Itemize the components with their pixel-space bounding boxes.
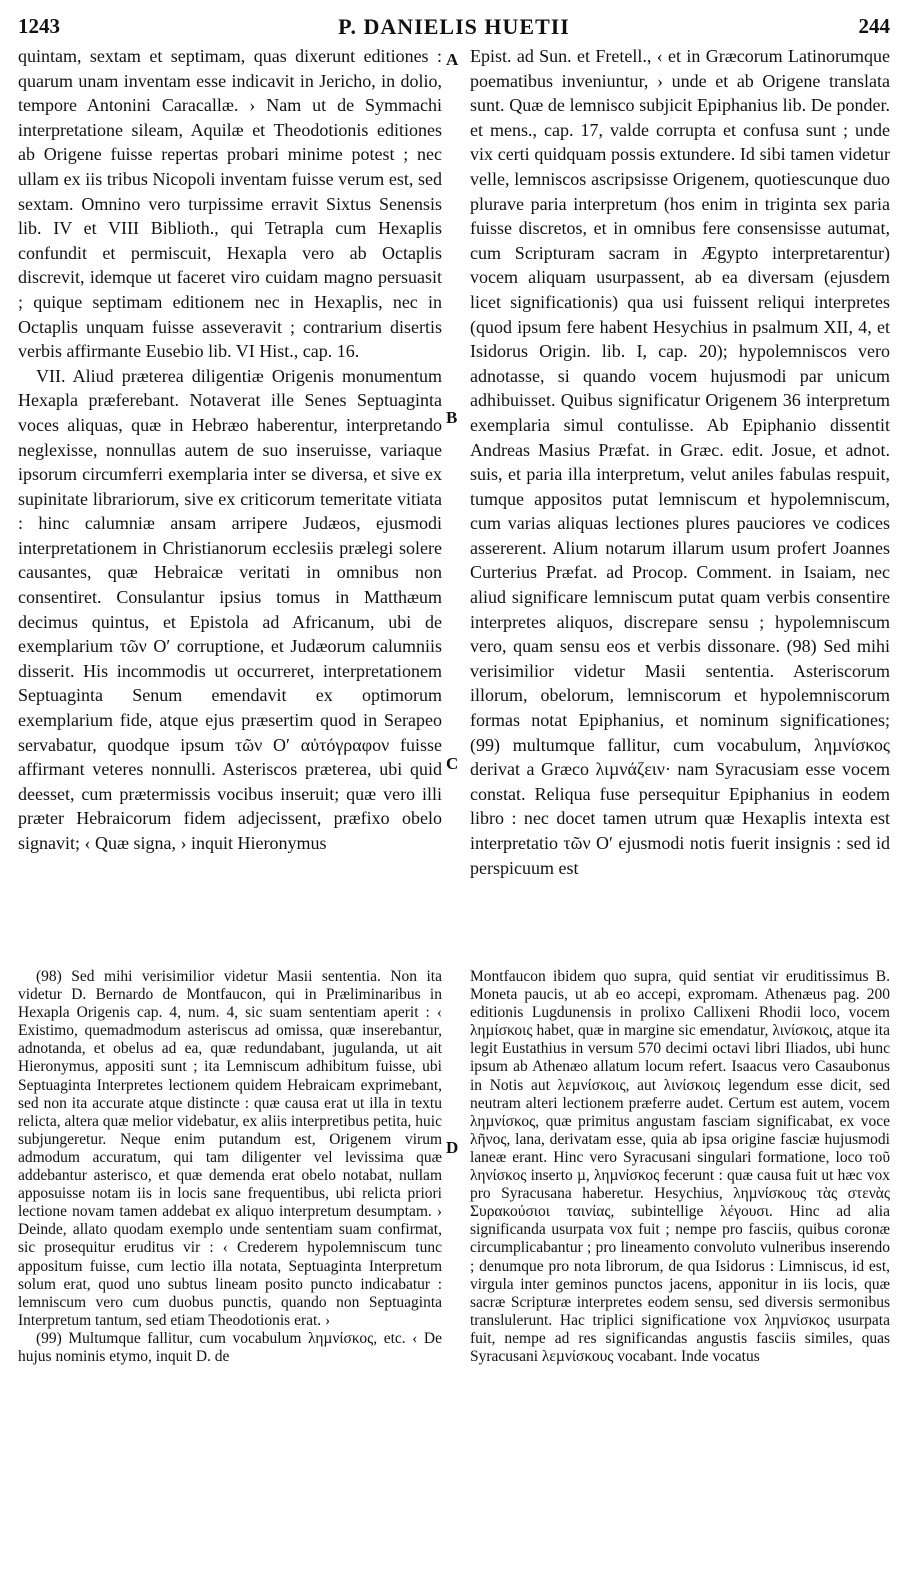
margin-marker-a: A xyxy=(446,50,459,69)
note-99: (99) Multumque fallitur, cum vocabulum ληµνίσκος, etc. ‹ De hujus nominis etymo, inquit D. de xyxy=(18,1329,442,1365)
running-title: P. DANIELIS HUETII xyxy=(338,14,570,39)
right-paragraph-1: Epist. ad Sun. et Fretell., ‹ et in Græcorum Latinorumque poematibus inveniuntur, › unde et ab Origene translata sunt. Quæ de lemnisco subjicit Epiphanius lib. De ponder. et mens., cap. 17, valde corrupta et confusa sunt ; unde vix certi quidquam possis extundere. Id sibi tamen videtur velle, lemniscos ascripsisse Origenem, quotiescunque duo plurave paria interpretum (hos enim in triginta sex paria fuisse discretos, et in omnibus fere consensisse autumat, cum Scripturam sacram in Ægypto interpretarentur) vocem aliquam usurpassent, ab ea diversam (ejusdem licet significationis) qua usi fuissent reliqui interpretes (quod ipsum fere habent Hesychius in psalmum XII, 4, et Isidorus Origin. lib. I, cap. 20); hypolemniscos vero adnotasse, si quando vocem hujusmodi par unicum adhibuisset. Quibus significatur Origenem 36 interpretum exemplaria simul contulisse. Ab Epiphanio dissentit Andreas Masius Præfat. in Græc. edit. Josue, et adnot. suis, et paria illa interpretum, velut aniles fabulas respuit, tumque appositos putat lemniscum et hypolemniscum, cum varias aliquas lectiones plures pauciores ve codices assererent. Alium notarum illarum usum profert Joannes Curterius Præfat. ad Procop. Comment. in Isaiam, nec aliud significare lemniscum putat quam verbis consentire interpretes aliquos, discrepare sensu ; hypolemniscum vero, quam sensu eos et verbis dissonare. (98) Sed mihi verisimilior videtur Masii sententia. Asteriscorum illorum, obelorum, lemniscorum et hypolemniscorum formas notat Epiphanius, et nominum significationes; (99) multumque fallitur, cum vocabulum, ληµνίσκος derivat a Græco λιµνάζειν· nam Syracusiam esse vocem constat. Reliqua fuse persequitur Epiphanius in eodem libro : nec docet tamen utrum quæ Hexaplis intexta est interpretatio τῶν Ο′ ejusmodi notis fuerit insignis : sed id perspicuum est xyxy=(470,46,890,878)
margin-marker-c: C xyxy=(446,754,459,773)
left-column xyxy=(18,44,442,959)
notes-left-column xyxy=(18,968,442,1573)
notes-right-column xyxy=(470,968,890,1573)
note-98: (98) Sed mihi verisimilior videtur Masii sententia. Non ita videtur D. Bernardo de Montfaucon, qui in Præliminaribus in Hexapla Origenis cap. 4, num. 4, sic suam sententiam aperit : ‹ Existimo, quemadmodum asteriscus ad omissa, quæ inserebantur, adnotanda, et obelus ad ea, quæ redundabant, jugulanda, ut ait Hieronymus, appositi sunt ; ita Lemniscum adhibitum fuisse, ubi Septuaginta Interpretes lectionem quidem Hebraicam exprimebant, sed non ita accurate atque distincte : quæ causa erat ut illa in textu relicta, altera quæ melior videbatur, ex aliis interpretibus petita, huic subjungeretur. Neque enim putandum est, Origenem virum admodum accuratum, qui tam diligenter vel levissima quæ addebantur asterisco, et quæ demenda erat obelo notabat, nullam apposuisse notam iis in locis sane frequentibus, ubi relicta priori lectione novam tamen addebat ex aliquo interpretum desumptam. › Deinde, allato quodam exemplo unde sententiam suam confirmat, sic prosequitur eruditus vir : ‹ Crederem hypolemniscum tunc appositum fuisse, cum lectio illa notata, Septuaginta Interpretum solum erat, quod uno subtus lineam posito puncto indicabatur : lemniscum vero cum duobus punctis, quando non Septuaginta Interpretum tantum, sed etiam Theodotionis erat. › xyxy=(18,968,442,1329)
margin-marker-d: D xyxy=(446,1138,459,1157)
page-number-right: 244 xyxy=(858,14,890,38)
page-number-left: 1243 xyxy=(18,14,60,38)
left-paragraph-2: VII. Aliud præterea diligentiæ Origenis monumentum Hexapla præferebant. Notaverat ille Senes Septuaginta voces aliquas, quæ in Hebræo haberentur, interpretando neglexisse, nonnullas autem de suo inseruisse, variaque ipsorum circumferri exemplaria inter se diversa, et sive ex supinitate librariorum, sive ex criticorum temeritate vitiata : hinc calumniæ ansam arripere Judæos, ejusmodi interpretationem in Christianorum ecclesiis prælegi solere causantes, quæ Hebraicæ veritati in omnibus non consentiret. Consulantur ipsius tomus in Matthæum decimus quintus, et Epistola ad Africanum, ubi de exemplarium τῶν Ο′ corruptione, et Judæorum calumniis disserit. His incommodis ut occurreret, interpretationem Septuaginta Senum emendavit ex optimorum exemplarium fide, atque ejus præsertim quod in Serapeo servabatur, quodque ipsum τῶν Ο′ αὐτόγραφον fuisse affirmant veteres nonnulli. Asteriscos præterea, ubi quid deesset, cum prætermissis vocibus inseruit; quæ vero illi præter Hebraicorum fidem adjecissent, præfixo obelo signavit; ‹ Quæ signa, › inquit Hieronymus xyxy=(18,365,442,853)
left-paragraph-1: quintam, sextam et septimam, quas dixerunt editiones : quarum unam inventam esse indicavit in Jericho, in dolio, tempore Antonini Caracallæ. › Nam ut de Symmachi interpretatione sileam, Aquilæ et Theodotionis editiones ab Origene fuisse repertas probari minime potest ; nec ullam ex iis tribus Nicopoli inventam fuisse verum est, sed sextam. Omnino vero turpissime erravit Sixtus Senensis lib. IV et VIII Biblioth., qui Tetrapla cum Hexaplis confundit et permiscuit, Hexapla vero ab Octaplis discrevit, idemque ut faceret viro cuidam magno persuasit ; quique septimam editionem nec in Hexaplis, nec in Octaplis unquam fuisse asseveravit ; contrarium disertis verbis affirmante Eusebio lib. VI Hist., cap. 16. xyxy=(18,46,442,362)
note-99-continued: Montfaucon ibidem quo supra, quid sentiat vir eruditissimus B. Moneta paucis, ut ab eo accepi, expromam. Athenæus pag. 200 editionis Lugdunensis in prolixo Callixeni Rhodii loco, vocem ληµίσκοις habet, quæ in margine sic emendatur, λινίσκοις, atque ita legit Eustathius in versum 570 decimi octavi libri Iliados, ubi hunc ipsum ab Athenæo allatum locum refert. Isaacus vero Casaubonus in Notis aut λεµνίσκοις, aut λινίσκοις legendum esse dicit, sed neutram alteri lectionem præferre audet. Certum est autem, vocem ληµνίσκος, quæ primitus angustam fasciam significabat, ex voce λῆνος, lana, derivatam esse, quia ab ipsa origine fasciæ hujusmodi laneæ erant. Hinc vero Syracusani singulari formatione, loco τοῦ ληνίσκος inserto µ, ληµνίσκος fecerunt : quæ causa fuit ut hæc vox pro Syracusana haberetur. Hesychius, ληµνίσκους τὰς στενὰς Συρακούσιοι ταινίας, subintellige λέγουσι. Hinc ad alia significanda usurpata vox fuit ; nempe pro fasciis, quibus coronæ circumplicabantur ; pro lineamento convoluto vulneribus inserendo ; denumque pro nota librorum, de qua Isidorus : Limniscus, id est, virgula inter geminos punctos jacens, apponitur in iis locis, quæ sacræ Scripturæ interpretes eodem sensu, sed diversis sermonibus translulerunt. Hac triplici significatione vox ληµνίσκος usurpata fuit, nempe ad res significandas angustis fasciis similes, quas Syracusani λεµνίσκους vocabant. Inde vocatus xyxy=(470,968,890,1365)
right-column xyxy=(470,44,890,959)
page-header xyxy=(18,14,890,42)
margin-marker-b: B xyxy=(446,408,458,427)
